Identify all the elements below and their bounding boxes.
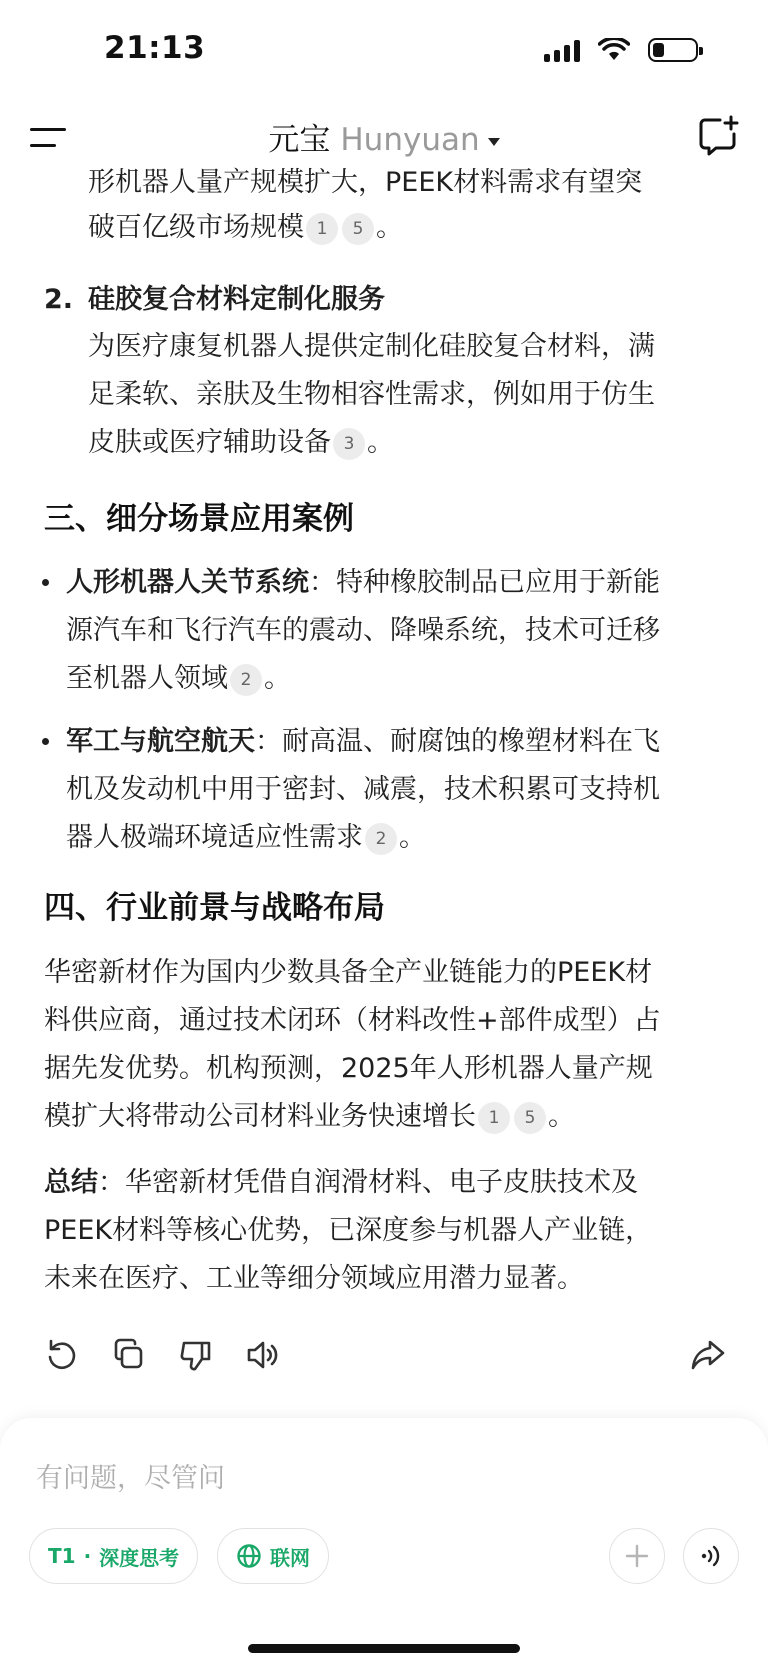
summary-line: PEEK材料等核心优势，已深度参与机器人产业链，	[44, 1215, 653, 1246]
bullet-line: 机及发动机中用于密封、减震，技术积累可支持机	[66, 774, 660, 805]
paragraph-line: 模扩大将带动公司材料业务快速增长 1 5 。	[44, 1101, 575, 1132]
deep-think-label: 深度思考	[99, 1545, 180, 1570]
message-input[interactable]: 有问题，尽管问	[36, 1463, 225, 1494]
app-name: 元宝	[268, 122, 331, 158]
paragraph-line: 华密新材作为国内少数具备全产业链能力的PEEK材	[44, 957, 653, 988]
bullet-line: 源汽车和飞行汽车的震动、降噪系统，技术可迁移	[66, 615, 660, 646]
intro-line-2: 破百亿级市场规模 1 5 。	[88, 212, 403, 243]
model-badge: T1	[48, 1544, 76, 1568]
voice-input-button[interactable]	[683, 1528, 739, 1584]
speaker-icon[interactable]	[243, 1335, 283, 1375]
bullet-dot	[42, 738, 49, 745]
citation-badge[interactable]: 1	[306, 213, 338, 245]
citation-badge[interactable]: 2	[230, 664, 262, 696]
summary-line: 总结：华密新材凭借自润滑材料、电子皮肤技术及	[44, 1167, 638, 1198]
deep-think-toggle[interactable]: T1 · 深度思考	[29, 1528, 198, 1584]
share-icon[interactable]	[688, 1335, 728, 1375]
paragraph-line: 据先发优势。机构预测，2025年人形机器人量产规	[44, 1053, 653, 1084]
wifi-icon	[598, 38, 630, 62]
new-chat-icon[interactable]	[696, 114, 740, 158]
bullet-line: 器人极端环境适应性需求 2 。	[66, 822, 426, 853]
status-time: 21:13	[104, 30, 206, 66]
bullet-line: 人形机器人关节系统：特种橡胶制品已应用于新能	[66, 567, 660, 598]
message-actions	[0, 1335, 768, 1385]
item-line: 足柔软、亲肤及生物相容性需求，例如用于仿生	[88, 379, 655, 410]
thumbs-down-icon[interactable]	[176, 1335, 216, 1375]
status-bar	[0, 0, 768, 100]
intro-line-1: 形机器人量产规模扩大，PEEK材料需求有望突	[88, 167, 643, 198]
citation-badge[interactable]: 2	[365, 823, 397, 855]
plus-icon	[625, 1544, 649, 1568]
home-indicator[interactable]	[248, 1644, 520, 1653]
bullet-line: 军工与航空航天：耐高温、耐腐蚀的橡塑材料在飞	[66, 726, 660, 757]
battery-icon	[648, 38, 698, 62]
item-title: 硅胶复合材料定制化服务	[88, 284, 385, 315]
cellular-signal-icon	[544, 38, 580, 62]
citation-badge[interactable]: 3	[333, 428, 365, 460]
model-selector[interactable]	[0, 114, 768, 159]
web-search-toggle[interactable]	[217, 1528, 329, 1584]
citation-badge[interactable]: 1	[478, 1102, 510, 1134]
input-panel	[0, 1418, 768, 1665]
add-attachment-button[interactable]	[609, 1528, 665, 1584]
summary-line: 未来在医疗、工业等细分领域应用潜力显著。	[44, 1263, 584, 1294]
globe-icon	[236, 1543, 262, 1569]
copy-icon[interactable]	[109, 1335, 149, 1375]
section-heading: 三、细分场景应用案例	[44, 501, 354, 537]
model-name: Hunyuan	[340, 122, 480, 158]
section-heading: 四、行业前景与战略布局	[44, 890, 385, 926]
citation-badge[interactable]: 5	[514, 1102, 546, 1134]
item-line: 为医疗康复机器人提供定制化硅胶复合材料，满	[88, 331, 655, 362]
citation-badge[interactable]: 5	[342, 213, 374, 245]
bullet-line: 至机器人领域 2 。	[66, 663, 291, 694]
refresh-icon[interactable]	[42, 1335, 82, 1375]
voice-wave-icon	[698, 1543, 724, 1569]
bullet-dot	[42, 579, 49, 586]
item-line: 皮肤或医疗辅助设备 3 。	[88, 427, 394, 458]
chevron-down-icon	[488, 138, 500, 146]
list-number: 2.	[44, 284, 74, 315]
paragraph-line: 料供应商，通过技术闭环（材料改性+部件成型）占	[44, 1005, 661, 1036]
web-search-label: 联网	[270, 1545, 310, 1570]
